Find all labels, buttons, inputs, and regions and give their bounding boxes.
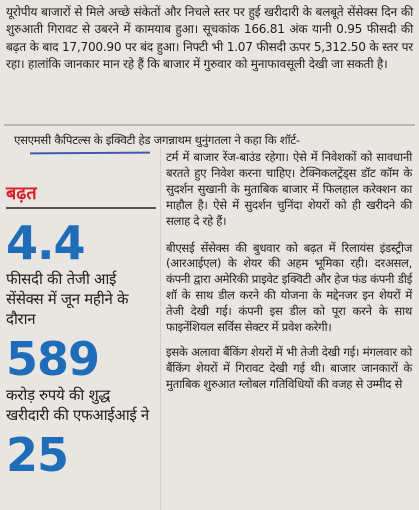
kicker-rule — [6, 207, 156, 209]
intro-line: एसएमसी कैपिटल्स के इक्विटी हेड जगन्नाथम थुनुंगतला ने कहा कि शॉर्ट- — [14, 133, 300, 147]
stat-number-2: 589 — [6, 332, 100, 386]
body-paragraph-2: बीएसई सेंसेक्स की बुधवार को बढ़त में रिलायंस इंडस्ट्रीज (आरआईएल) के शेयर की अहम भूमिका रही। दरअसल, कंपनी द्वारा अमेरिकी प्राइवेट इक्विटी और हेज फंड कंपनी डीई शॉ के साथ डील करने की योजना के मद्देनजर इन शेयरों में तेजी देखी गई। कंपनी इस डील को पूरा करने के साथ फाइनेंशियल सर्विस सेक्टर में प्रवेश करेगी। — [166, 240, 412, 335]
column-divider — [160, 148, 161, 510]
section-divider — [4, 124, 415, 126]
stat-number-1: 4.4 — [6, 216, 85, 270]
stats-sidebar — [6, 183, 156, 482]
body-paragraph-3: इसके अलावा बैंकिंग शेयरों में भी तेजी देखी गई। मंगलवार को बैंकिंग शेयरों में गिरावट देखी गई थी। बाजार जानकारों के मुताबिक शुरुआत ग्लोबल गतिविधियों की वजह से उम्मीद से — [166, 344, 412, 391]
stat-text-1: फीसदी की तेजी आई सेंसेक्स में जून महीने के दौरान — [6, 270, 129, 328]
pen-underline-mark — [30, 152, 150, 155]
article-body-column — [166, 150, 412, 393]
body-paragraph-1: टर्म में बाजार रेंज-बाउंड रहेगा। ऐसे में निवेशकों को सावधानी बरतते हुए निवेश करना चाहिए। टेक्निकलट्रेंड्स डॉट कॉम के सुदर्शन सुखानी के मुताबिक बाजार में फिलहाल करेक्शन का माहौल है। ऐसे में सुदर्शन चुनिंदा शेयरों को ही खरीदने की सलाह दे रहे हैं। — [166, 150, 412, 228]
stat-number-3: 25 — [6, 428, 69, 482]
lead-paragraph: यूरोपीय बाजारों से मिले अच्छे संकेतों और निचले स्तर पर हुई खरीदारी के बलबूते सेंसेक्स दिन की शुरुआती गिरावट से उबरने में कामयाब हुआ। सूचकांक 166.81 अंक यानी 0.95 फीसदी की बढ़त के बाद 17,700.90 पर बंद हुआ। निफ्टी भी 1.07 फीसदी ऊपर 5,312.50 के स्तर पर रहा। हालांकि जानकार मान रहे हैं कि बाजार में गुरुवार को मुनाफावसूली देखी जा सकती है। — [6, 5, 413, 71]
stat-text-2: करोड़ रुपये की शुद्ध खरीदारी की एफआईआई ने — [6, 386, 149, 424]
sidebar-kicker: बढ़त — [6, 183, 37, 204]
